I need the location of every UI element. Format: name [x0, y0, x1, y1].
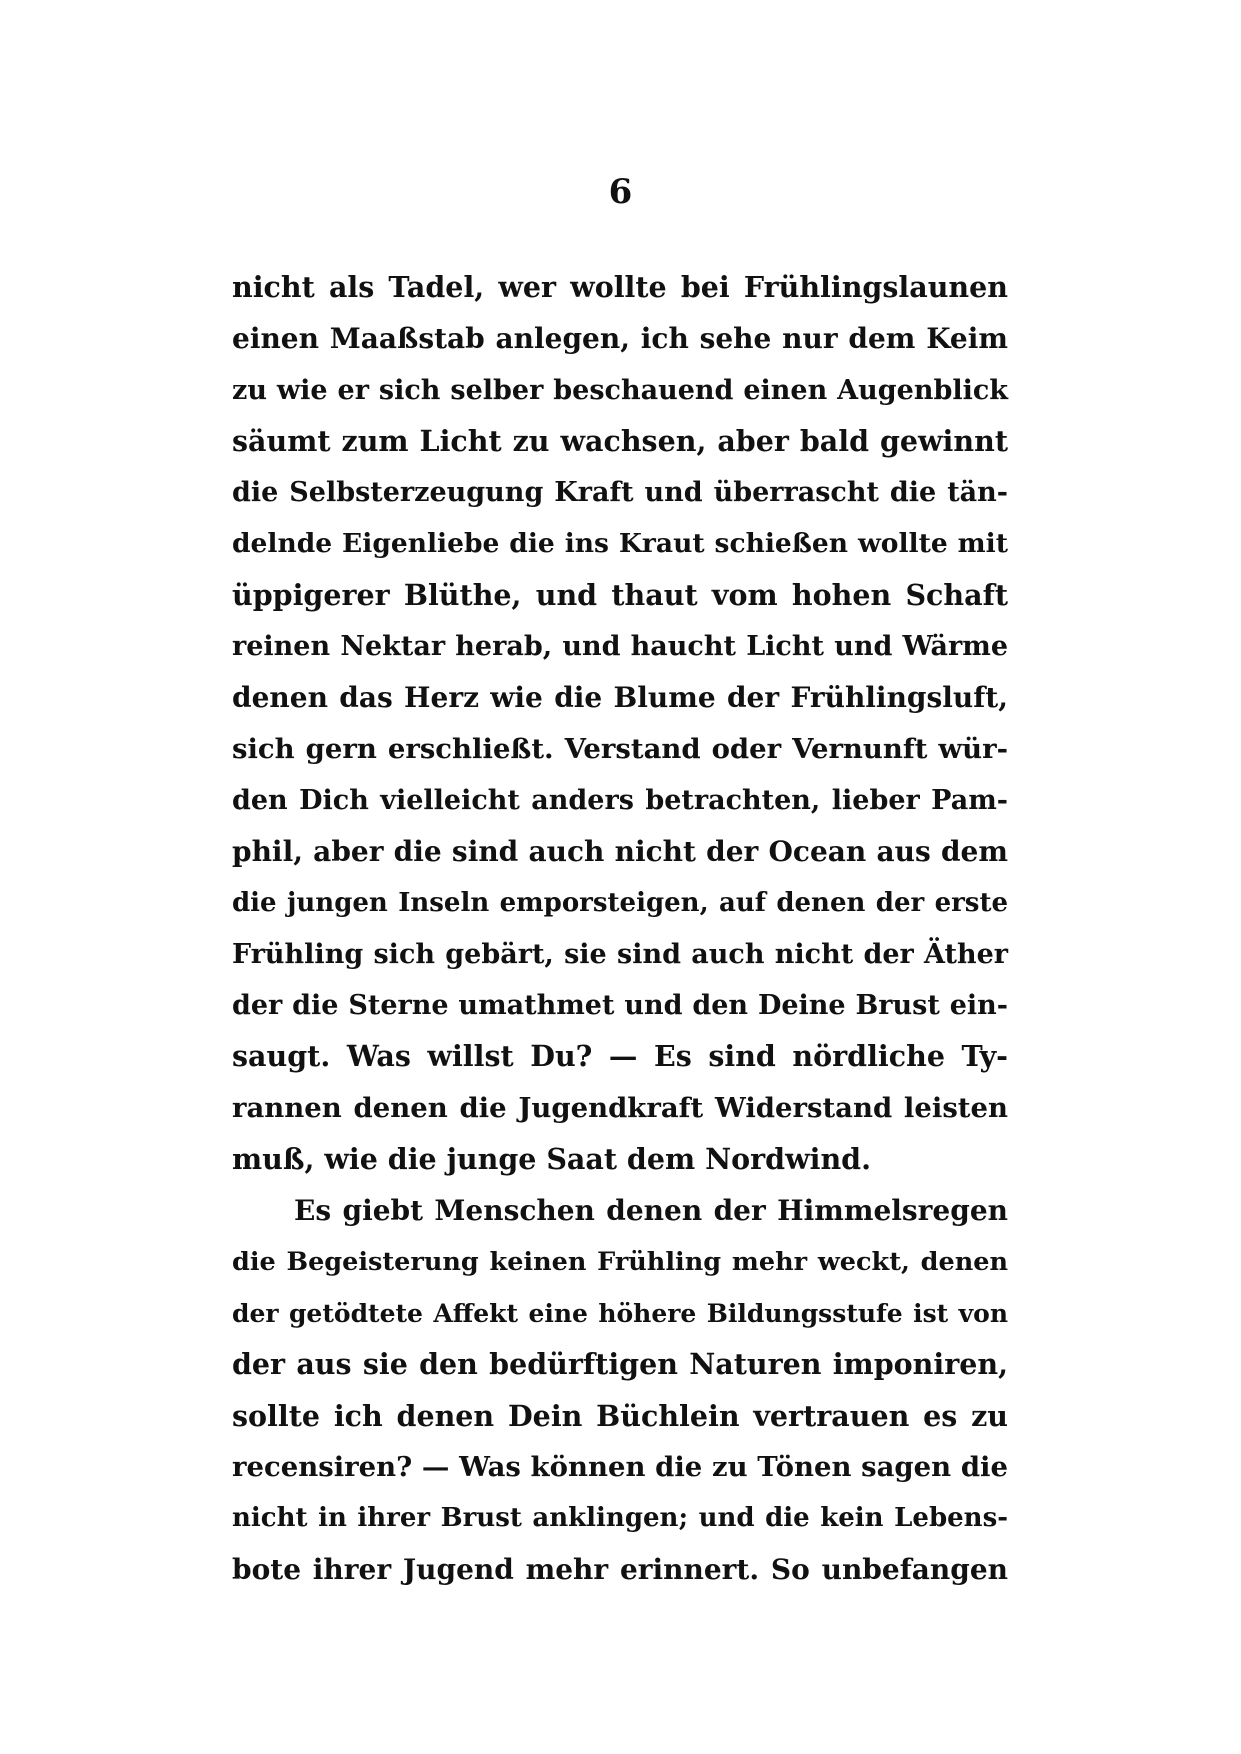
text-line-20: die Begeisterung keinen Frühling mehr weckt, denen: [232, 1246, 1008, 1277]
text-line-2: einen Maaßstab anlegen, ich sehe nur dem Keim: [232, 322, 1008, 356]
text-line-6: delnde Eigenliebe die ins Kraut schießen wollte mit: [232, 528, 1008, 560]
text-line-11: den Dich vielleicht anders betrachten, lieber Pam-: [232, 784, 1008, 816]
text-line-24: recensiren? — Was können die zu Tönen sagen die: [232, 1450, 1008, 1483]
text-line-23: sollte ich denen Dein Büchlein vertrauen es zu: [232, 1398, 1008, 1433]
text-line-12: phil, aber die sind auch nicht der Ocean aus dem: [232, 835, 1008, 869]
text-line-15: der die Sterne umathmet und den Deine Brust ein-: [232, 990, 1008, 1022]
text-line-25: nicht in ihrer Brust anklingen; und die kein Lebens-: [232, 1503, 1008, 1534]
text-line-1: nicht als Tadel, wer wollte bei Frühlingslaunen: [232, 270, 1008, 304]
text-line-4: säumt zum Licht zu wachsen, aber bald gewinnt: [232, 423, 1008, 458]
page-number: 6: [608, 172, 633, 212]
text-line-9: denen das Herz wie die Blume der Frühlingsluft,: [232, 681, 1008, 715]
text-line-8: reinen Nektar herab, und haucht Licht und Wärme: [232, 631, 1008, 663]
text-line-7: üppigerer Blüthe, und thaut vom hohen Schaft: [232, 577, 1008, 612]
text-line-10: sich gern erschließt. Verstand oder Vernunft wür-: [232, 732, 1008, 765]
text-line-17: rannen denen die Jugendkraft Widerstand leisten: [232, 1091, 1008, 1124]
text-line-14: Frühling sich gebärt, sie sind auch nicht der Äther: [232, 938, 1008, 970]
text-line-18: muß, wie die junge Saat dem Nordwind.: [232, 1142, 872, 1177]
text-line-19: Es giebt Menschen denen der Himmelsregen: [294, 1194, 1008, 1228]
text-line-3: zu wie er sich selber beschauend einen Augenblick: [232, 374, 1008, 406]
text-line-22: der aus sie den bedürftigen Naturen imponiren,: [232, 1347, 1008, 1382]
text-line-21: der getödtete Affekt eine höhere Bildungsstufe ist von: [232, 1298, 1008, 1328]
text-line-16: saugt. Was willst Du? — Es sind nördliche Ty-: [232, 1039, 1008, 1074]
text-line-26: bote ihrer Jugend mehr erinnert. So unbefangen: [232, 1553, 1008, 1587]
text-line-5: die Selbsterzeugung Kraft und überrascht die tän-: [232, 477, 1008, 509]
body-text: [232, 262, 1008, 1596]
text-line-13: die jungen Inseln emporsteigen, auf denen der erste: [232, 887, 1008, 918]
